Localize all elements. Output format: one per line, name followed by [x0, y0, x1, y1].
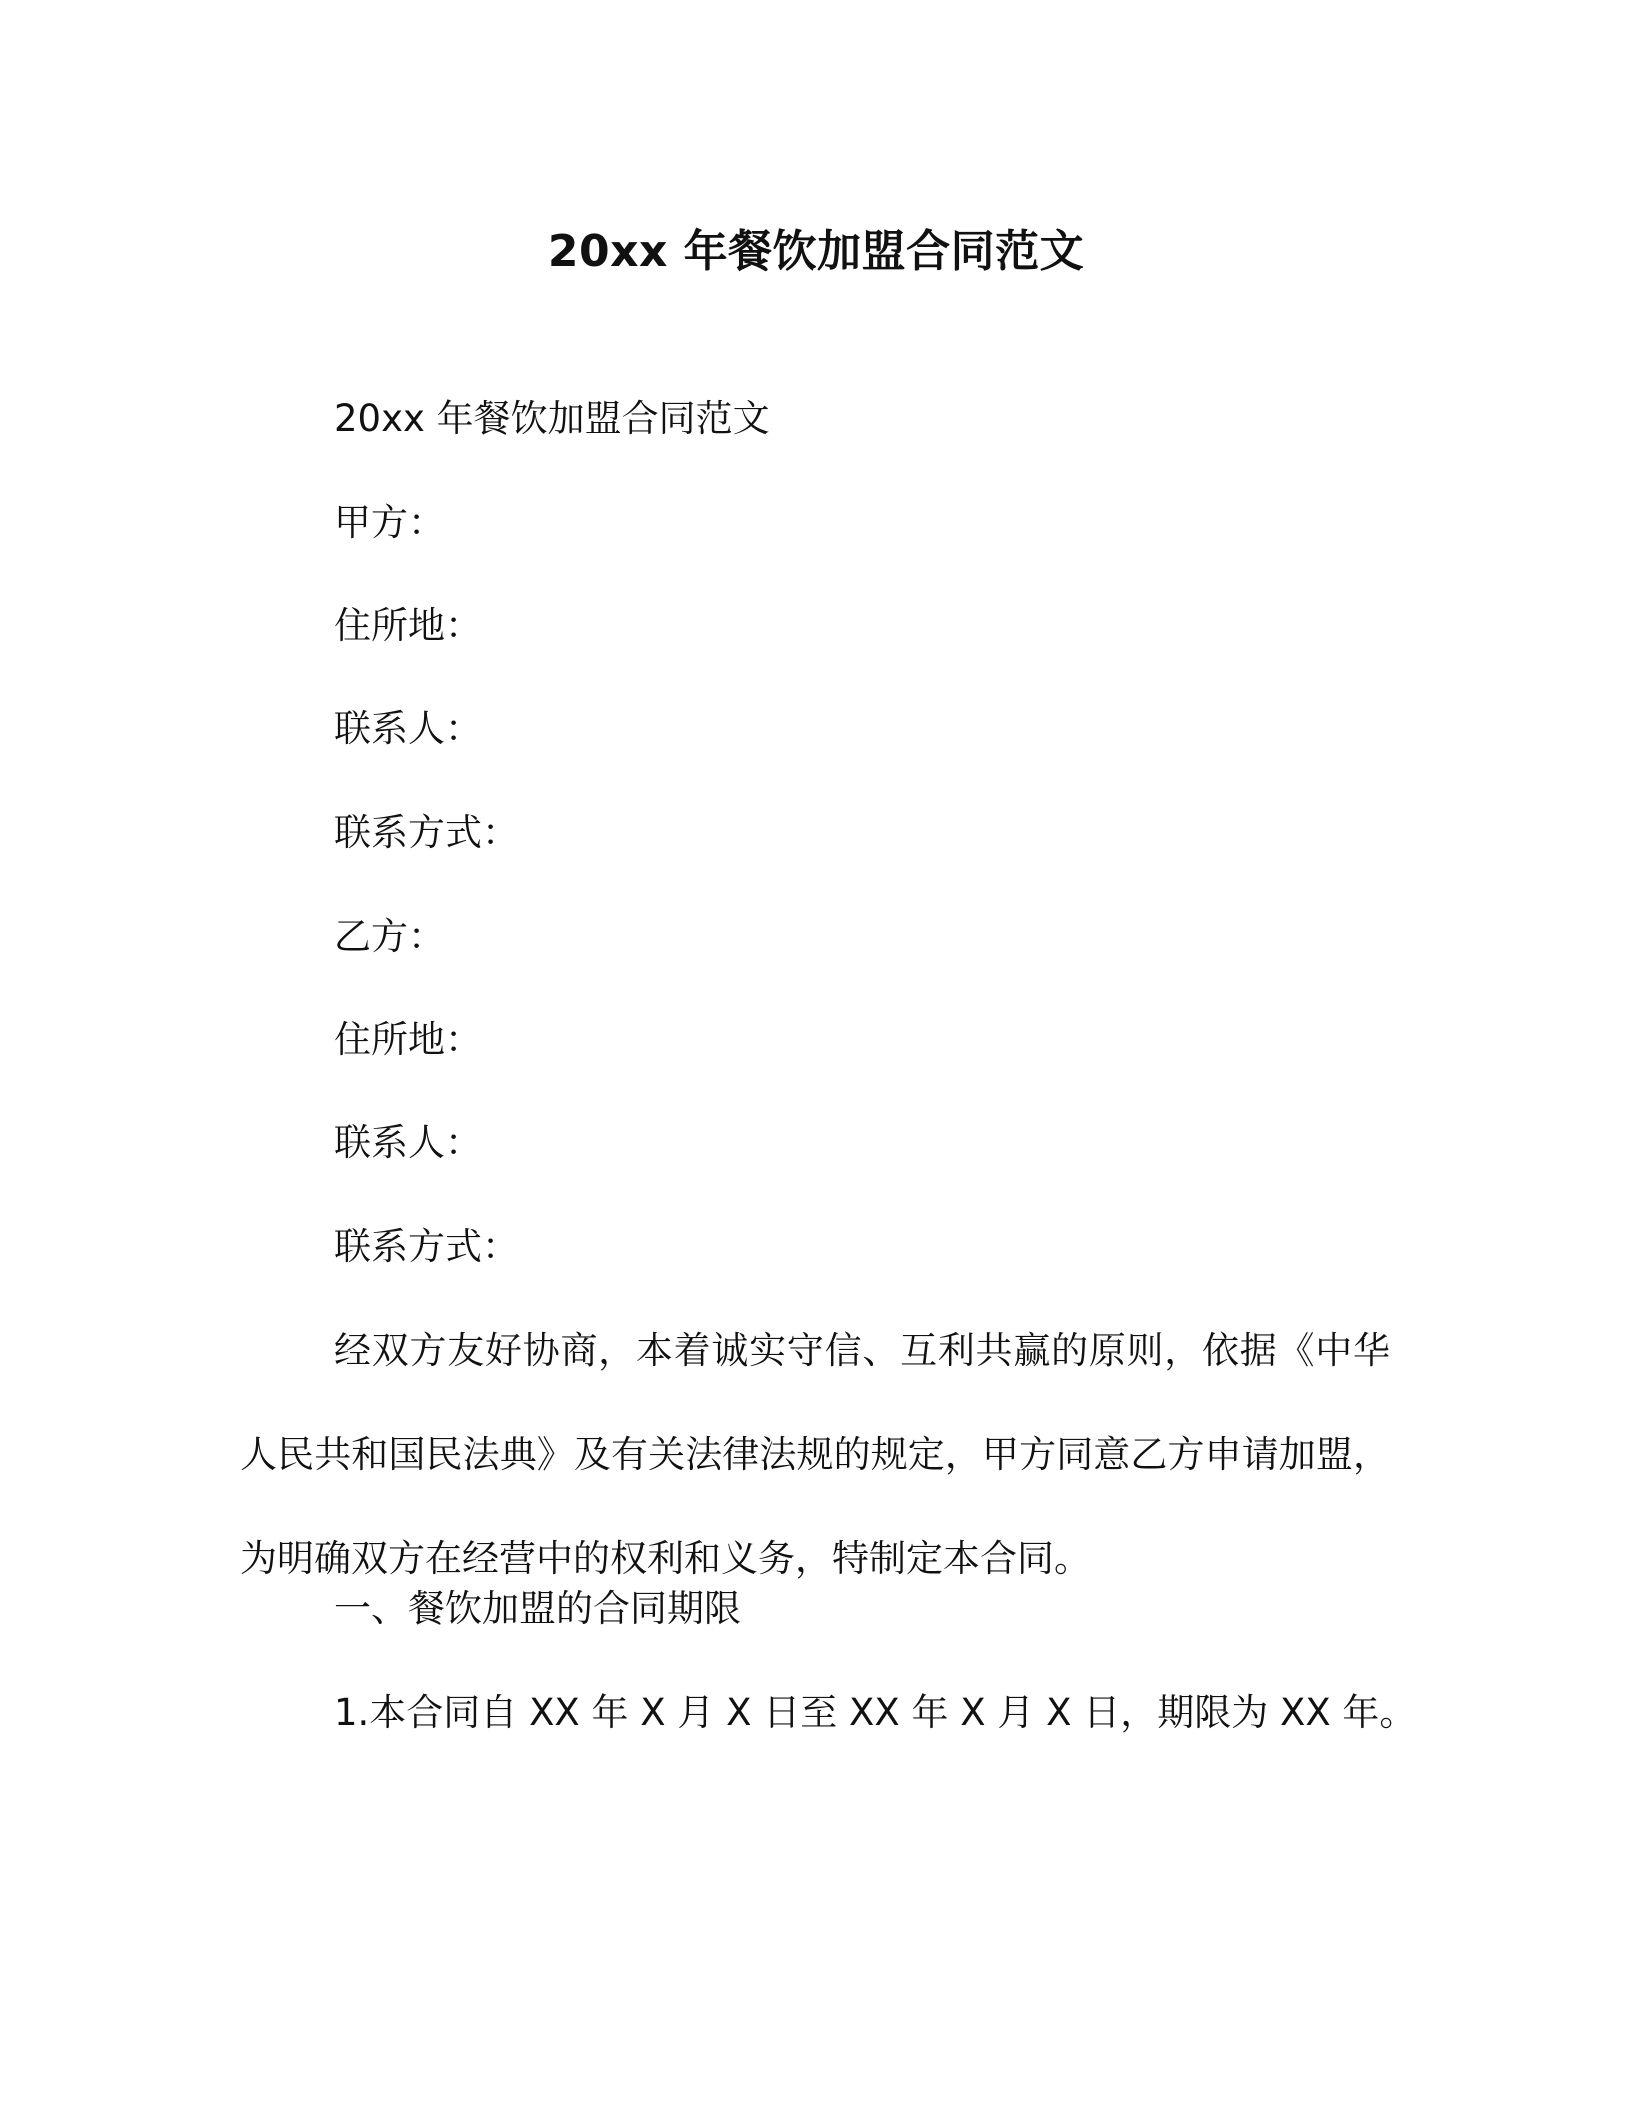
party-b-contact-method-label: 联系方式： — [334, 1225, 519, 1268]
party-a-contact-method-label: 联系方式： — [334, 811, 519, 854]
document-subtitle: 20xx 年餐饮加盟合同范文 — [334, 397, 770, 440]
document-title: 20xx 年餐饮加盟合同范文 — [547, 226, 1085, 277]
intro-paragraph: 经双方友好协商，本着诚实守信、互利共赢的原则，依据《中华人民共和国民法典》及有关法律法规的规定，甲方同意乙方申请加盟，为明确双方在经营中的权利和义务，特制定本合同。 — [240, 1329, 1390, 1580]
party-b-address-label: 住所地： — [334, 1018, 482, 1061]
party-a-label: 甲方： — [334, 501, 445, 544]
section-1-clause-1: 1.本合同自 XX 年 X 月 X 日至 XX 年 X 月 X 日，期限为 XX 年。 — [334, 1691, 1417, 1734]
party-a-contact-label: 联系人： — [334, 707, 482, 750]
party-b-contact-label: 联系人： — [334, 1121, 482, 1164]
section-1-heading: 一、餐饮加盟的合同期限 — [334, 1587, 741, 1630]
party-b-label: 乙方： — [334, 915, 445, 958]
party-a-address-label: 住所地： — [334, 604, 482, 647]
